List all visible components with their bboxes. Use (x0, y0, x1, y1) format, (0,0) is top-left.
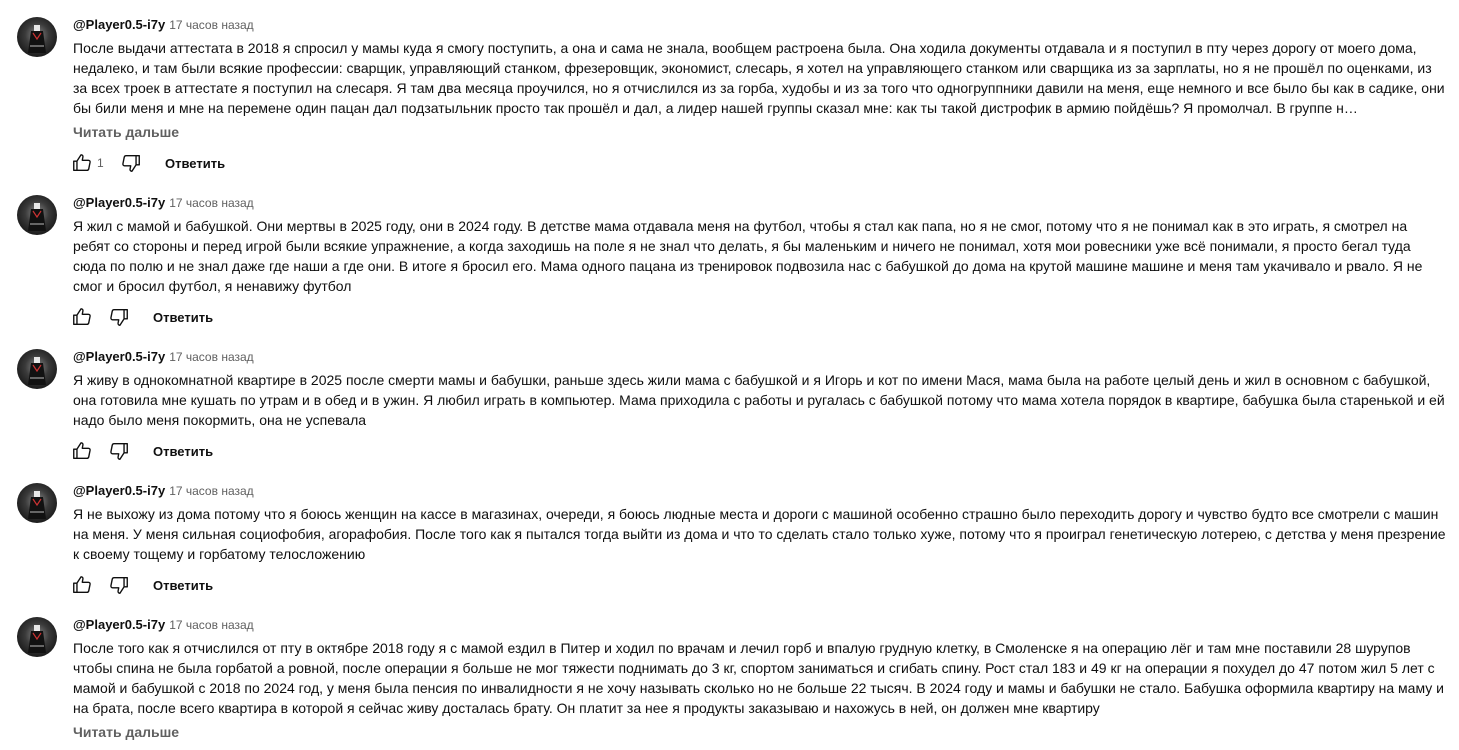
comment-time[interactable]: 17 часов назад (169, 484, 254, 498)
like-count: 1 (97, 156, 104, 170)
comment-header (73, 349, 254, 367)
avatar[interactable] (17, 17, 57, 57)
avatar[interactable] (17, 617, 57, 657)
comment-actions (70, 573, 213, 597)
comment-text: После выдачи аттестата в 2018 я спросил у мамы куда я смогу поступить, а она и сама не знала, вообщем растроена была. Она ходила документы отдавала и я поступил в пту через дорогу от моего дома, недалеко, и там были всякие профессии: сварщик, управляющий станком, фрезеровщик, экономист, слесарь, я хотел на управляющего станком или сварщика из за зарплаты, но я не прошёл по оценками, из за всех троек в аттестате я поступил на слесаря. Я там два месяца проучился, но я отчислился из за горба, худобы и из за того что одногруппники давили на меня, еще немного и все было бы как в садике, они бы били меня и мне на перемене один пацан дал подзатыльник просто так прошёл и дал, а лидер нашей группы сказал мне: как ты такой дистрофик в армию пойдёшь? Я промолчал. В группе н… (73, 40, 1449, 116)
like-button[interactable] (70, 573, 94, 597)
comment-text: После того как я отчислился от пту в октябре 2018 году я с мамой ездил в Питер и ходил по врачам и лечил горб и впалую грудную клетку, в Смоленске я на операцию лёг и там мне поставили 28 шурупов чтобы спина не была горбатой а ровной, после операции я больше не мог тяжести поднимать до 3 кг, спортом заниматься и сгибать спину. Рост стал 183 и 49 кг на операции я похудел до 47 потом жил 5 лет с мамой и бабушкой с 2018 по 2024 год, у меня была пенсия по инвалидности я не хочу называть сколько но не больше 22 тысяч. В 2024 году и мамы и бабушки не стало. Бабушка оформила квартиру на маму и на брата, после всего квартира в которой я сейчас живу досталась брату. Он платит за нее я продукты заказываю и нахожусь в ней, он должен мне квартиру (73, 640, 1448, 716)
comment-text: Я не выхожу из дома потому что я боюсь женщин на кассе в магазинах, очереди, я боюсь людные места и дороги с машиной особенно страшно было переходить дорогу и чувство будто все смотрели с машин на меня. У меня сильная социофобия, агорафобия. После того как я пытался тогда выйти из дома и что то сделать стало только хуже, потому что я проиграл генетическую лотерею, с детства у меня презрение к своему тощему и горбатому телосложению (73, 506, 1450, 562)
like-button[interactable] (70, 305, 94, 329)
author-name[interactable]: @Player0.5-i7y (73, 483, 166, 498)
author-name[interactable]: @Player0.5-i7y (73, 195, 166, 210)
thumb-down-icon (120, 152, 142, 174)
comment-header (73, 195, 254, 213)
comment-text: Я живу в однокомнатной квартире в 2025 после смерти мамы и бабушки, раньше здесь жили мама с бабушкой и я Игорь и кот по имени Мася, мама была на работе целый день и жил в основном с бабушкой, она готовила мне кушать по утрам и в обед и в ужин. Я любил играть в компьютер. Мама приходила с работы и ругалась с бабушкой потому что мама хотела порядок в квартире, бабушка была старенькой и ей надо было меня покормить, она не успевала (73, 372, 1449, 428)
thumb-up-icon (71, 152, 93, 174)
thumb-up-icon (71, 440, 93, 462)
comment-time[interactable]: 17 часов назад (169, 196, 254, 210)
thumb-up-icon (71, 574, 93, 596)
read-more-button[interactable]: Читать дальше (73, 124, 180, 140)
avatar[interactable] (17, 195, 57, 235)
comment-actions (70, 439, 213, 463)
author-name[interactable]: @Player0.5-i7y (73, 617, 166, 632)
reply-button[interactable]: Ответить (153, 443, 214, 459)
comment-time[interactable]: 17 часов назад (169, 618, 254, 632)
read-more-button[interactable]: Читать дальше (73, 724, 180, 740)
comment-time[interactable]: 17 часов назад (169, 350, 254, 364)
comment-text: Я жил с мамой и бабушкой. Они мертвы в 2025 году, они в 2024 году. В детстве мама отдавала меня на футбол, чтобы я стал как папа, но я не смог, потому что я не понимал как в это играть, я смотрел на ребят со стороны и перед игрой были всякие упражнение, а когда заходишь на поле я не знал что делать, я бы маленьким и ничего не понимал, хотя мои ровесники уже всё понимали, я просто бегал туда сюда по полю и не знал даже где наши а где они. В итоге я бросил его. Мама одного пацана из тренировок подвозила нас с бабушкой до дома на крутой машине машине и меня там укачивало и рвало. Я не смог и бросил футбол, я ненавижу футбол (73, 218, 1427, 294)
like-button[interactable] (70, 439, 94, 463)
reply-button[interactable]: Ответить (165, 155, 226, 171)
reply-button[interactable]: Ответить (153, 577, 214, 593)
thumb-up-icon (71, 306, 93, 328)
dislike-button[interactable] (107, 439, 131, 463)
comment-header (73, 17, 254, 35)
comment-header (73, 617, 254, 635)
thumb-down-icon (108, 574, 130, 596)
reply-button[interactable]: Ответить (153, 309, 214, 325)
dislike-button[interactable] (119, 151, 143, 175)
author-name[interactable]: @Player0.5-i7y (73, 349, 166, 364)
like-button[interactable] (70, 151, 94, 175)
thumb-down-icon (108, 440, 130, 462)
author-name[interactable]: @Player0.5-i7y (73, 17, 166, 32)
avatar[interactable] (17, 349, 57, 389)
thumb-down-icon (108, 306, 130, 328)
comment-time[interactable]: 17 часов назад (169, 18, 254, 32)
comment-actions (70, 305, 213, 329)
avatar[interactable] (17, 483, 57, 523)
dislike-button[interactable] (107, 573, 131, 597)
comment-header (73, 483, 254, 501)
dislike-button[interactable] (107, 305, 131, 329)
comment-actions (70, 151, 225, 175)
